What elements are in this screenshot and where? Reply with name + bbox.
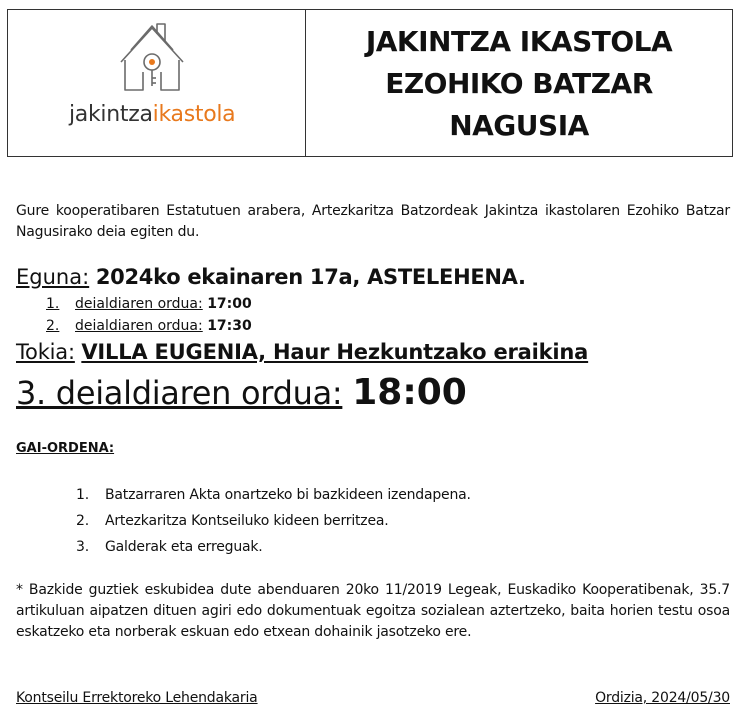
location-value: VILLA EUGENIA, Haur Hezkuntzako eraikina [81, 340, 589, 364]
list-item: 3. Galderak eta erreguak. [76, 539, 263, 555]
third-call-line [16, 372, 467, 413]
house-key-icon [119, 20, 185, 96]
agenda-list [76, 485, 471, 563]
document-title: JAKINTZA IKASTOLA EZOHIKO BATZAR NAGUSIA [365, 25, 673, 142]
date-line [16, 265, 526, 289]
date-label: Eguna: [16, 265, 90, 289]
title-cell [306, 10, 732, 156]
date-value: 2024ko ekainaren 17a, ASTELEHENA. [95, 265, 526, 289]
agenda-heading: GAI-ORDENA: [16, 441, 115, 456]
call-1-label: deialdiaren ordua: [75, 296, 203, 312]
list-item: 2. Artezkaritza Kontseiluko kideen berritzea. [76, 513, 389, 529]
location-line [16, 340, 588, 364]
footnote: * Bazkide guztiek eskubidea dute abenduaren 20ko 11/2019 Legeak, Euskadiko Kooperatibenak, 35.7 artikuluan aipatzen dituen agiri edo dokumentuak egoitza sozialean aztertzeko, baita horien testu osoa eskatzeko eta norberak eskuan edo etxean dohainik jasotzeko ere. [16, 582, 730, 640]
logo [8, 10, 306, 156]
intro-paragraph: Gure kooperatibaren Estatutuen arabera, Artezkaritza Batzordeak Jakintza ikastolaren Ezohiko Batzar Nagusirako deia egiten du. [16, 203, 730, 240]
call-2-label: deialdiaren ordua: [75, 318, 203, 334]
location-label: Tokia: [16, 340, 75, 364]
call-2: 2. deialdiaren ordua: 17:30 [46, 318, 252, 334]
place-date: Ordizia, 2024/05/30 [595, 690, 730, 706]
call-2-time: 17:30 [207, 318, 252, 334]
logo-wordmark: jakintzaikastola [69, 102, 236, 127]
third-call-label: 3. deialdiaren ordua: [16, 374, 343, 412]
list-item: 1. Batzarraren Akta onartzeko bi bazkideen izendapena. [76, 487, 471, 503]
third-call-time: 18:00 [352, 372, 467, 413]
call-1: 1. deialdiaren ordua: 17:00 [46, 296, 252, 312]
signature-role: Kontseilu Errektoreko Lehendakaria [16, 690, 258, 706]
header-box [7, 9, 733, 157]
call-1-time: 17:00 [207, 296, 252, 312]
